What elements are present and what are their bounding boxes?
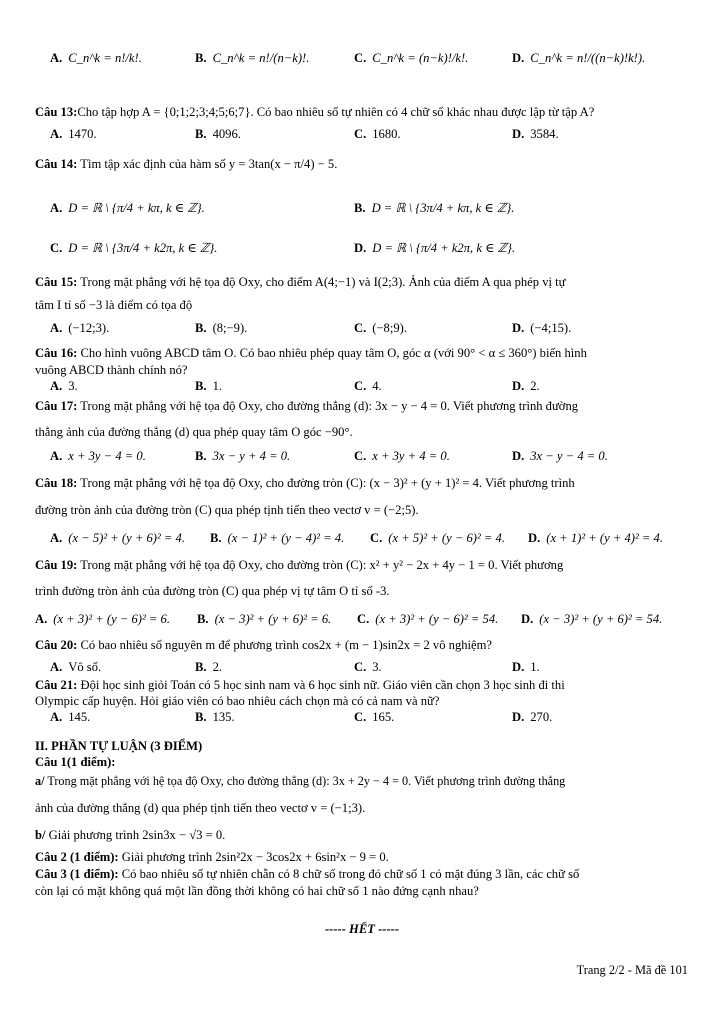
q17-stem-line1: Câu 17: Trong mặt phẳng với hệ tọa độ Oxy, cho đường thẳng (d): 3x − y − 4 = 0. Viết phương trình đường bbox=[35, 399, 579, 413]
part2-c3-line2: còn lại có mặt không quá một lần đồng thời không có hai chữ số 1 nào đứng cạnh nhau? bbox=[35, 884, 479, 898]
part2-c1a-line1: a/ Trong mặt phẳng với hệ tọa độ Oxy, cho đường thẳng (d): 3x + 2y − 4 = 0. Viết phương trình đường thẳng bbox=[35, 774, 566, 788]
end-marker: ----- HẾT ----- bbox=[324, 922, 400, 936]
q20-stem: Câu 20: Có bao nhiêu số nguyên m để phương trình cos2x + (m − 1)sin2x = 2 vô nghiệm? bbox=[35, 638, 493, 652]
part2-c1b: b/ Giải phương trình 2sin3x − √3 = 0. bbox=[35, 828, 226, 842]
part2-c2: Câu 2 (1 điểm): Giải phương trình 2sin²2x − 3cos2x + 6sin²x − 9 = 0. bbox=[35, 850, 389, 864]
q19-stem-line1: Câu 19: Trong mặt phẳng với hệ tọa độ Oxy, cho đường tròn (C): x² + y² − 2x + 4y − 1 = 0. Viết phương bbox=[35, 558, 564, 572]
q15-stem-line1: Câu 15: Trong mặt phẳng với hệ tọa độ Oxy, cho điểm A(4;−1) và I(2;3). Ảnh của điểm A qua phép vị tự bbox=[35, 275, 566, 289]
q16-stem-line2: vuông ABCD thành chính nó? bbox=[35, 363, 188, 377]
q14-stem: Câu 14: Tìm tập xác định của hàm số y = 3tan(x − π/4) − 5. bbox=[35, 157, 338, 171]
q18-stem-line1: Câu 18: Trong mặt phẳng với hệ tọa độ Oxy, cho đường tròn (C): (x − 3)² + (y + 1)² = 4. Viết phương trình bbox=[35, 476, 575, 490]
q17-stem-line2: thẳng ảnh của đường thẳng (d) qua phép quay tâm O góc −90°. bbox=[35, 425, 353, 439]
q21-stem-line2: Olympic cấp huyện. Hỏi giáo viên có bao nhiêu cách chọn mà có cả nam và nữ? bbox=[35, 694, 440, 708]
part2-c1a-line2: ảnh của đường thẳng (d) qua phép tịnh tiến theo vectơ v = (−1;3). bbox=[35, 801, 366, 815]
q15-stem-line2: tâm I tỉ số −3 là điểm có tọa độ bbox=[35, 298, 193, 312]
q21-stem-line1: Câu 21: Đội học sinh giỏi Toán có 5 học sinh nam và 6 học sinh nữ. Giáo viên cần chọn 3 học sinh đi thi bbox=[35, 678, 565, 692]
q18-stem-line2: đường tròn ảnh của đường tròn (C) qua phép tịnh tiến theo vectơ v = (−2;5). bbox=[35, 503, 419, 517]
part2-heading: II. PHẦN TỰ LUẬN (3 ĐIỂM) bbox=[35, 739, 203, 753]
q19-stem-line2: trình đường tròn ảnh của đường tròn (C) qua phép vị tự tâm O tỉ số -3. bbox=[35, 584, 390, 598]
part2-c3-line1: Câu 3 (1 điểm): Có bao nhiêu số tự nhiên chẵn có 8 chữ số trong đó chữ số 1 có mặt đúng 3 lần, các chữ số bbox=[35, 867, 580, 881]
page-footer: Trang 2/2 - Mã đề 101 bbox=[576, 963, 688, 977]
q13-stem: Câu 13:Cho tập hợp A = {0;1;2;3;4;5;6;7}. Có bao nhiêu số tự nhiên có 4 chữ số khác nhau được lập từ tập A? bbox=[35, 105, 595, 119]
exam-page: A. C_n^k = n!/k!. B. C_n^k = n!/(n−k)!. C. C_n^k = (n−k)!/k!. D. C_n^k = n!/((n−k)!k!). Câu 13:Cho tập hợp A = {0;1;2;3;4;5;6;7}. Có bao nhiêu số tự nhiên có 4 chữ số khác nhau được lập từ tập A? A. 1470. B. 4096. C. 1680. D. 3584. Câu 14: Tìm tập xác định của hàm số y = 3tan(x − π/4) − 5. A. D = ℝ \ {π/4 + kπ, k ∈ ℤ}. B. D = ℝ \ {3π/4 + kπ, k ∈ ℤ}. C. D = ℝ \ {3π/4 + k2π, k ∈ ℤ}. D. D = ℝ \ {π/4 + k2π, k ∈ ℤ}. Câu 15: Trong mặt phẳng với hệ tọa độ Oxy, cho điểm A(4;−1) và I(2;3). Ảnh của điểm A qua phép vị tự tâm I tỉ số −3 là điểm có tọa độ A. (−12;3). B. (8;−9). C. (−8;9). D. (−4;15). Câu 16: Cho hình vuông ABCD tâm O. Có bao nhiêu phép quay tâm O, góc α (với 90° < α ≤ 360°) biến hình vuông ABCD thành chính nó? A. 3. B. 1. C. 4. D. 2. Câu 17: Trong mặt phẳng với hệ tọa độ Oxy, cho đường thẳng (d): 3x − y − 4 = 0. Viết phương trình đường thẳng ảnh của đường thẳng (d) qua phép quay tâm O góc −90°. A. x + 3y − 4 = 0. B. 3x − y + 4 = 0. C. x + 3y + 4 = 0. D. 3x − y − 4 = 0. Câu 18: Trong mặt phẳng với hệ tọa độ Oxy, cho đường tròn (C): (x − 3)² + (y + 1)² = 4. Viết phương trình đường tròn ảnh của đường tròn (C) qua phép tịnh tiến theo vectơ v = (−2;5). A. (x − 5)² + (y + 6)² = 4. B. (x − 1)² + (y − 4)² = 4. C. (x + 5)² + (y − 6)² = 4. D. (x + 1)² + (y + 4)² = 4. Câu 19: Trong mặt phẳng với hệ tọa độ Oxy, cho đường tròn (C): x² + y² − 2x + 4y − 1 = 0. Viết phương trình đường tròn ảnh của đường tròn (C) qua phép vị tự tâm O tỉ số -3. A. (x + 3)² + (y − 6)² = 6. B. (x − 3)² + (y + 6)² = 6. C. (x + 3)² + (y − 6)² = 54. D. (x − 3)² + (y + 6)² = 54. Câu 20: Có bao nhiêu số nguyên m để phương trình cos2x + (m − 1)sin2x = 2 vô nghiệm? A. Vô số. B. 2. C. 3. D. 1. Câu 21: Đội học sinh giỏi Toán có 5 học sinh nam và 6 học sinh nữ. Giáo viên cần chọn 3 học sinh đi thi Olympic cấp huyện. Hỏi giáo viên có bao nhiêu cách chọn mà có cả nam và nữ? A. 145. B. 135. C. 165. D. 270. II. PHẦN TỰ LUẬN (3 ĐIỂM) Câu 1(1 điểm): a/ Trong mặt phẳng với hệ tọa độ Oxy, cho đường thẳng (d): 3x + 2y − 4 = 0. Viết phương trình đường thẳng ảnh của đường thẳng (d) qua phép tịnh tiến theo vectơ v = (−1;3). b/ Giải phương trình 2sin3x − √3 = 0. Câu 2 (1 điểm): Giải phương trình 2sin²2x − 3cos2x + 6sin²x − 9 = 0. Câu 3 (1 điểm): Có bao nhiêu số tự nhiên chẵn có 8 chữ số trong đó chữ số 1 có mặt đúng 3 lần, các chữ số còn lại có mặt không quá một lần đồng thời không có hai chữ số 1 nào đứng cạnh nhau? ----- HẾT ----- Trang 2/2 - Mã đề 101 bbox=[0, 0, 724, 1024]
part2-c1-title: Câu 1(1 điểm): bbox=[35, 755, 116, 769]
q16-stem-line1: Câu 16: Cho hình vuông ABCD tâm O. Có bao nhiêu phép quay tâm O, góc α (với 90° < α ≤ 360°) biến hình bbox=[35, 346, 587, 360]
